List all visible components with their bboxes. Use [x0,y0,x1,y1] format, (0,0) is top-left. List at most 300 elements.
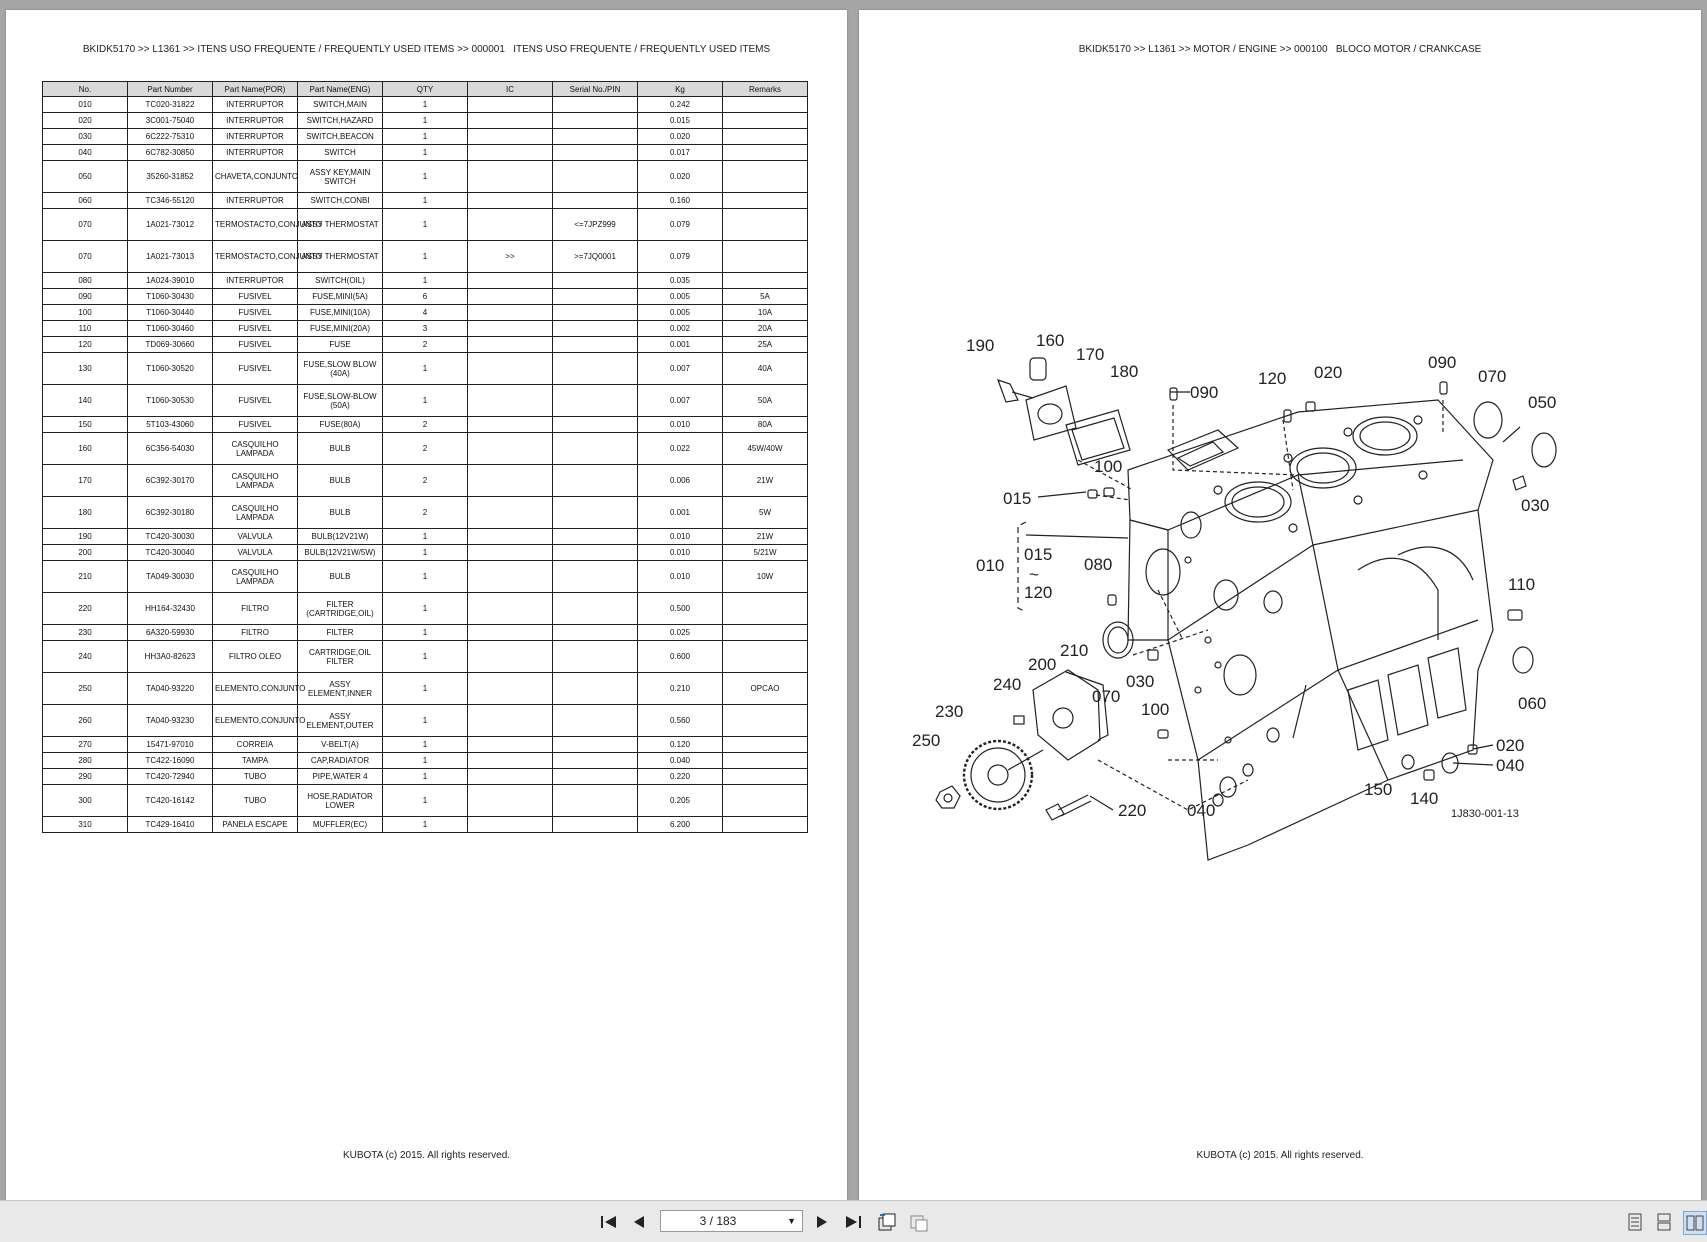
table-cell-por: FUSIVEL [213,337,298,353]
table-cell-no: 210 [43,561,128,593]
table-cell-kg: 0.010 [638,545,723,561]
page-number-input[interactable] [661,1213,775,1229]
table-cell-kg: 0.007 [638,385,723,417]
table-cell-ic [468,273,553,289]
table-cell-remarks: 20A [723,321,808,337]
table-cell-eng: SWITCH,HAZARD [298,113,383,129]
table-cell-pn: TC420-30030 [128,529,213,545]
table-cell-serial [553,753,638,769]
table-cell-qty: 4 [383,305,468,321]
table-cell-por: ELEMENTO,CONJUNTO [213,705,298,737]
table-cell-kg: 0.010 [638,417,723,433]
table-cell-qty: 1 [383,593,468,625]
table-cell-eng: V-BELT(A) [298,737,383,753]
page-breadcrumb: BKIDK5170 >> L1361 >> MOTOR / ENGINE >> 000100 BLOCO MOTOR / CRANKCASE [1078,44,1482,55]
table-cell-pn: TA040-93230 [128,705,213,737]
table-cell-serial [553,737,638,753]
table-cell-remarks [723,593,808,625]
table-cell-qty: 6 [383,289,468,305]
table-row [43,193,808,209]
table-cell-no: 160 [43,433,128,465]
table-cell-no: 300 [43,785,128,817]
table-cell-serial [553,97,638,113]
table-row [43,705,808,737]
table-cell-pn: TC420-30040 [128,545,213,561]
table-cell-qty: 1 [383,113,468,129]
table-cell-ic [468,97,553,113]
callout-070-b: 070 [1092,687,1121,706]
two-page-icon [1686,1214,1704,1232]
table-cell-serial [553,465,638,497]
table-cell-pn: TD069-30660 [128,337,213,353]
table-row [43,241,808,273]
callout-250: 250 [912,731,941,750]
table-cell-ic [468,113,553,129]
table-cell-ic [468,593,553,625]
continuous-view-button[interactable] [1653,1211,1675,1233]
table-cell-kg: 0.005 [638,289,723,305]
table-cell-eng: SWITCH [298,145,383,161]
column-header: Kg [638,82,723,97]
table-cell-ic [468,545,553,561]
table-cell-pn: 15471-97010 [128,737,213,753]
table-cell-pn: TC422-16090 [128,753,213,769]
table-cell-serial [553,673,638,705]
callout-090-b: 090 [1428,353,1457,372]
table-cell-kg: 0.010 [638,529,723,545]
table-cell-qty: 1 [383,673,468,705]
table-cell-por: VALVULA [213,529,298,545]
callout-labels [912,331,1556,820]
table-cell-ic [468,305,553,321]
column-header: IC [468,82,553,97]
table-cell-pn: TC020-31822 [128,97,213,113]
table-cell-remarks [723,641,808,673]
table-cell-kg: 0.079 [638,209,723,241]
chevron-down-icon[interactable]: ▼ [787,1216,796,1226]
callout-070-a: 070 [1478,367,1507,386]
table-cell-eng: FUSE,MINI(5A) [298,289,383,305]
table-row [43,497,808,529]
table-cell-remarks: 50A [723,385,808,417]
table-cell-pn: 6C392-30170 [128,465,213,497]
table-cell-serial [553,593,638,625]
table-cell-kg: 0.015 [638,113,723,129]
table-cell-eng: FUSE,SLOW-BLOW (50A) [298,385,383,417]
callout-190: 190 [966,336,995,355]
table-cell-ic [468,753,553,769]
callout-160: 160 [1036,331,1065,350]
table-cell-no: 170 [43,465,128,497]
next-page-icon [815,1214,829,1230]
callout-120-a: 120 [1258,369,1287,388]
callout-030-b: 030 [1126,672,1155,691]
table-row [43,753,808,769]
table-cell-kg: 0.005 [638,305,723,321]
table-cell-kg: 0.001 [638,337,723,353]
table-cell-por: ELEMENTO,CONJUNTO [213,673,298,705]
table-row [43,625,808,641]
page-layout-icon [909,1212,929,1232]
table-cell-eng: SWITCH,MAIN [298,97,383,113]
table-cell-qty: 1 [383,209,468,241]
table-cell-serial [553,497,638,529]
table-cell-por: CASQUILHO LAMPADA [213,433,298,465]
table-cell-qty: 1 [383,385,468,417]
table-cell-qty: 1 [383,545,468,561]
table-cell-no: 010 [43,97,128,113]
table-cell-por: FUSIVEL [213,353,298,385]
table-cell-no: 030 [43,129,128,145]
table-cell-serial [553,353,638,385]
table-cell-pn: T1060-30440 [128,305,213,321]
table-cell-eng: FUSE,MINI(20A) [298,321,383,337]
table-row [43,321,808,337]
table-cell-serial [553,385,638,417]
table-cell-kg: 0.560 [638,705,723,737]
table-cell-qty: 1 [383,353,468,385]
table-cell-remarks [723,161,808,193]
crankcase-exploded-diagram [912,331,1558,900]
callout-040-a: 040 [1496,756,1525,775]
table-cell-por: INTERRUPTOR [213,145,298,161]
table-cell-remarks [723,241,808,273]
table-cell-serial [553,641,638,673]
table-row [43,337,808,353]
table-cell-ic [468,145,553,161]
table-cell-remarks [723,785,808,817]
table-row [43,97,808,113]
pdf-page-left [6,10,847,1200]
table-cell-kg: 0.035 [638,273,723,289]
continuous-page-icon [1656,1213,1672,1231]
table-cell-remarks [723,193,808,209]
table-cell-eng: BULB [298,433,383,465]
table-cell-ic [468,497,553,529]
table-cell-remarks [723,769,808,785]
table-cell-ic [468,321,553,337]
table-cell-serial [553,337,638,353]
table-row [43,433,808,465]
table-cell-pn: TC346-55120 [128,193,213,209]
table-cell-remarks [723,625,808,641]
table-cell-por: FUSIVEL [213,417,298,433]
first-page-button[interactable] [598,1211,620,1233]
table-cell-serial [553,433,638,465]
table-cell-pn: 1A024-39010 [128,273,213,289]
table-cell-serial [553,113,638,129]
table-cell-no: 220 [43,593,128,625]
table-cell-por: CASQUILHO LAMPADA [213,497,298,529]
table-row [43,417,808,433]
table-cell-ic [468,769,553,785]
callout-200: 200 [1028,655,1057,674]
table-cell-eng: PIPE,WATER 4 [298,769,383,785]
table-cell-no: 130 [43,353,128,385]
column-header: Serial No./PIN [553,82,638,97]
table-cell-no: 150 [43,417,128,433]
table-cell-kg: 0.020 [638,161,723,193]
table-row [43,161,808,193]
table-cell-ic [468,465,553,497]
table-cell-eng: ASSY ELEMENT,OUTER [298,705,383,737]
table-cell-serial [553,305,638,321]
callout-110: 110 [1508,575,1536,594]
table-cell-ic [468,337,553,353]
table-cell-por: VALVULA [213,545,298,561]
table-cell-remarks [723,753,808,769]
rotate-view-icon [877,1212,897,1232]
table-cell-qty: 1 [383,241,468,273]
table-body [43,97,808,833]
table-cell-qty: 1 [383,97,468,113]
table-cell-ic [468,625,553,641]
table-cell-serial [553,545,638,561]
rotate-view-button[interactable] [876,1211,898,1233]
table-row [43,273,808,289]
table-cell-no: 240 [43,641,128,673]
table-cell-ic [468,433,553,465]
table-cell-no: 080 [43,273,128,289]
table-cell-remarks [723,113,808,129]
column-header: Part Name(ENG) [298,82,383,97]
table-cell-por: FUSIVEL [213,321,298,337]
table-cell-por: TUBO [213,769,298,785]
table-row [43,737,808,753]
next-page-button[interactable] [811,1211,833,1233]
table-cell-eng: SWITCH,CONBI [298,193,383,209]
table-cell-ic [468,385,553,417]
table-cell-pn: T1060-30520 [128,353,213,385]
table-cell-qty: 1 [383,769,468,785]
callout-020-b: 020 [1496,736,1525,755]
table-cell-pn: 3C001-75040 [128,113,213,129]
table-cell-kg: 0.120 [638,737,723,753]
callout-140: 140 [1410,789,1439,808]
table-cell-qty: 2 [383,433,468,465]
single-page-icon [1627,1213,1643,1231]
table-cell-kg: 0.500 [638,593,723,625]
table-cell-kg: 0.242 [638,97,723,113]
callout-120-range: 120 [1024,583,1053,602]
table-cell-no: 060 [43,193,128,209]
table-cell-remarks: 40A [723,353,808,385]
table-cell-eng: FUSE [298,337,383,353]
table-cell-pn: TC420-16142 [128,785,213,817]
table-cell-no: 020 [43,113,128,129]
table-cell-no: 310 [43,817,128,833]
table-cell-kg: 0.022 [638,433,723,465]
column-header: QTY [383,82,468,97]
table-cell-ic [468,417,553,433]
table-cell-ic: >> [468,241,553,273]
two-page-view-button[interactable] [1683,1211,1707,1235]
viewer-toolbar [0,1200,1707,1242]
table-cell-qty: 2 [383,497,468,529]
table-cell-remarks: 21W [723,465,808,497]
table-row [43,353,808,385]
callout-210: 210 [1060,641,1089,660]
table-cell-ic [468,561,553,593]
table-cell-kg: 0.007 [638,353,723,385]
table-cell-remarks: 80A [723,417,808,433]
table-row [43,769,808,785]
table-row [43,561,808,593]
callout-230: 230 [935,702,964,721]
table-cell-serial [553,193,638,209]
table-row [43,673,808,705]
table-cell-por: CASQUILHO LAMPADA [213,465,298,497]
table-cell-eng: ASSY THERMOSTAT [298,241,383,273]
table-cell-remarks: 5/21W [723,545,808,561]
callout-100-a: 100 [1094,457,1123,476]
table-cell-serial [553,785,638,817]
table-cell-pn: 5T103-43060 [128,417,213,433]
table-row [43,545,808,561]
table-cell-no: 040 [43,145,128,161]
table-cell-qty: 1 [383,817,468,833]
table-cell-no: 190 [43,529,128,545]
callout-060: 060 [1518,694,1547,713]
table-row [43,529,808,545]
table-cell-serial [553,129,638,145]
table-cell-no: 260 [43,705,128,737]
table-cell-kg: 0.001 [638,497,723,529]
table-cell-eng: BULB(12V21W/5W) [298,545,383,561]
table-cell-pn: 6A320-59930 [128,625,213,641]
last-page-button[interactable] [842,1211,864,1233]
table-cell-por: INTERRUPTOR [213,273,298,289]
table-row [43,817,808,833]
table-cell-kg: 0.600 [638,641,723,673]
table-cell-eng: ASSY THERMOSTAT [298,209,383,241]
table-cell-ic [468,737,553,753]
table-cell-kg: 0.040 [638,753,723,769]
table-cell-pn: 1A021-73013 [128,241,213,273]
table-cell-por: FILTRO [213,625,298,641]
table-cell-serial [553,561,638,593]
table-cell-no: 120 [43,337,128,353]
page-layout-button[interactable] [908,1211,930,1233]
table-cell-por: FILTRO [213,593,298,625]
table-cell-qty: 1 [383,785,468,817]
table-cell-por: CORREIA [213,737,298,753]
pdf-page-right [859,10,1701,1200]
table-cell-pn: HH164-32430 [128,593,213,625]
table-cell-qty: 1 [383,705,468,737]
callout-015: 015 [1003,489,1032,508]
table-cell-pn: TA049-30030 [128,561,213,593]
table-cell-por: TUBO [213,785,298,817]
table-cell-eng: ASSY ELEMENT,INNER [298,673,383,705]
table-cell-pn: T1060-30430 [128,289,213,305]
table-cell-kg: 0.025 [638,625,723,641]
table-cell-eng: FUSE(80A) [298,417,383,433]
table-cell-qty: 1 [383,161,468,193]
table-cell-remarks: 45W/40W [723,433,808,465]
callout-015-range: 015 [1024,545,1053,564]
table-cell-remarks [723,737,808,753]
single-page-view-button[interactable] [1624,1211,1646,1233]
table-cell-remarks [723,97,808,113]
table-cell-serial [553,289,638,305]
table-cell-eng: FUSE,MINI(10A) [298,305,383,321]
table-cell-eng: CARTRIDGE,OIL FILTER [298,641,383,673]
table-cell-no: 180 [43,497,128,529]
previous-page-icon [632,1214,646,1230]
callout-240: 240 [993,675,1022,694]
table-cell-kg: 0.002 [638,321,723,337]
table-cell-por: TAMPA [213,753,298,769]
table-cell-no: 100 [43,305,128,321]
callout-range-tilde: ~ [1029,565,1039,584]
table-cell-qty: 1 [383,737,468,753]
table-cell-kg: 0.006 [638,465,723,497]
table-cell-serial [553,625,638,641]
table-cell-pn: TC420-72940 [128,769,213,785]
table-cell-kg: 0.210 [638,673,723,705]
column-header: No. [43,82,128,97]
table-cell-ic [468,129,553,145]
page-footer: KUBOTA (c) 2015. All rights reserved. [1196,1150,1364,1161]
table-cell-remarks [723,273,808,289]
callout-180: 180 [1110,362,1139,381]
table-cell-ic [468,785,553,817]
table-cell-qty: 1 [383,529,468,545]
callout-050: 050 [1528,393,1557,412]
table-cell-pn: HH3A0-82623 [128,641,213,673]
previous-page-button[interactable] [628,1211,650,1233]
page-number-box[interactable] [660,1210,803,1232]
table-cell-por: INTERRUPTOR [213,113,298,129]
table-row [43,129,808,145]
first-page-icon [600,1214,618,1230]
table-cell-eng: SWITCH,BEACON [298,129,383,145]
table-cell-qty: 1 [383,561,468,593]
table-cell-pn: 35260-31852 [128,161,213,193]
table-cell-ic [468,641,553,673]
table-cell-ic [468,817,553,833]
table-cell-por: FILTRO OLEO [213,641,298,673]
callout-100-b: 100 [1141,700,1170,719]
table-cell-remarks [723,705,808,737]
table-cell-eng: SWITCH(OIL) [298,273,383,289]
table-cell-serial [553,705,638,737]
callout-080: 080 [1084,555,1113,574]
table-cell-kg: 0.010 [638,561,723,593]
table-cell-qty: 2 [383,465,468,497]
callout-030-a: 030 [1521,496,1550,515]
table-cell-por: TERMOSTACTO,CONJUNTO [213,241,298,273]
table-cell-no: 110 [43,321,128,337]
table-cell-qty: 1 [383,193,468,209]
table-row [43,641,808,673]
table-cell-remarks [723,817,808,833]
table-row [43,385,808,417]
table-cell-ic [468,161,553,193]
table-cell-remarks: 25A [723,337,808,353]
table-cell-kg: 0.079 [638,241,723,273]
table-cell-no: 140 [43,385,128,417]
table-cell-por: CHAVETA,CONJUNTO [213,161,298,193]
table-cell-no: 070 [43,209,128,241]
table-cell-eng: FILTER (CARTRIDGE,OIL) [298,593,383,625]
table-cell-kg: 0.160 [638,193,723,209]
column-header: Part Number [128,82,213,97]
table-cell-no: 270 [43,737,128,753]
table-cell-por: PANELA ESCAPE [213,817,298,833]
table-cell-remarks: 5W [723,497,808,529]
